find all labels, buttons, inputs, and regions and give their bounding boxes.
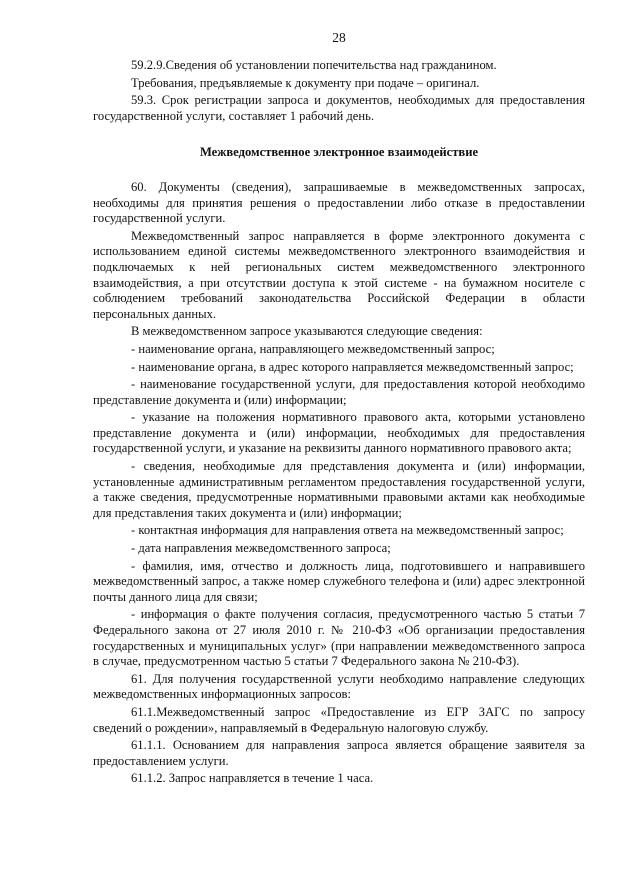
page-number: 28 bbox=[332, 30, 346, 45]
list-item: - дата направления межведомственного запроса; bbox=[131, 541, 391, 556]
list-item: - информация о факте получения согласия, предусмотренного частью 5 статьи 7 Федерального закона от 27 июля 2010 г. № 210-ФЗ «Об организации предоставления государственных и муниципальных услуг» (при направлении межведомственного запроса в случае, предусмотренном частью 5 статьи 7 Федерального закона № 210-ФЗ). bbox=[93, 607, 585, 669]
paragraph-59-3: 59.3. Срок регистрации запроса и документов, необходимых для предоставления государственной услуги, составляет 1 рабочий день. bbox=[93, 93, 585, 123]
paragraph-59-requirements: Требования, предъявляемые к документу при подаче – оригинал. bbox=[131, 75, 480, 90]
paragraph-59-2-9: 59.2.9.Сведения об установлении попечительства над гражданином. bbox=[131, 58, 497, 72]
paragraph-61-1-2: 61.1.2. Запрос направляется в течение 1 часа. bbox=[131, 771, 374, 786]
list-item: - наименование органа, в адрес которого направляется межведомственный запрос; bbox=[131, 359, 574, 374]
list-item: - сведения, необходимые для представления документа и (или) информации, установленные административным регламентом предоставления государственной услуги, а также сведения, предусмотренные нормативными правовыми актами как необходимые для представления таких документа и (или) информации; bbox=[93, 459, 585, 520]
list-item: - контактная информация для направления ответа на межведомственный запрос; bbox=[131, 523, 564, 538]
paragraph-60-list-intro: В межведомственном запросе указываются следующие сведения: bbox=[131, 324, 483, 339]
paragraph-61-1: 61.1.Межведомственный запрос «Предоставление из ЕГР ЗАГС по запросу сведений о рождении», направляемый в Федеральную налоговую службу. bbox=[93, 704, 585, 735]
list-item: - наименование государственной услуги, для предоставления которой необходимо представление документа и (или) информации; bbox=[93, 377, 585, 407]
paragraph-61-1-1: 61.1.1. Основанием для направления запроса является обращение заявителя за предоставлением услуги. bbox=[93, 738, 585, 768]
section-heading: Межведомственное электронное взаимодействие bbox=[199, 145, 479, 160]
list-item: - наименование органа, направляющего межведомственный запрос; bbox=[131, 341, 495, 356]
list-item: - указание на положения нормативного правового акта, которыми установлено представление документа и (или) информации, необходимых для предоставления государственной услуги, и указание на реквизиты данного нормативного правового акта; bbox=[93, 410, 585, 456]
paragraph-60: 60. Документы (сведения), запрашиваемые в межведомственных запросах, необходимы для принятия решения о предоставлении либо отказе в предоставлении государственной услуги. bbox=[93, 179, 585, 226]
list-item: - фамилия, имя, отчество и должность лица, подготовившего и направившего межведомственный запрос, а также номер служебного телефона и (или) адрес электронной почты данного лица для связи; bbox=[93, 558, 585, 604]
paragraph-60-request-form: Межведомственный запрос направляется в форме электронного документа с использованием единой системы межведомственного электронного взаимодействия и подключаемых к ней региональных систем межведомственного электронного взаимодействия, а при отсутствии доступа к этой системе - на бумажном носителе с соблюдением требований законодательства Российской Федерации в области персональных данных. bbox=[93, 228, 585, 321]
document-body bbox=[93, 58, 585, 787]
paragraph-61: 61. Для получения государственной услуги необходимо направление следующих межведомственных информационных запросов: bbox=[93, 671, 585, 702]
